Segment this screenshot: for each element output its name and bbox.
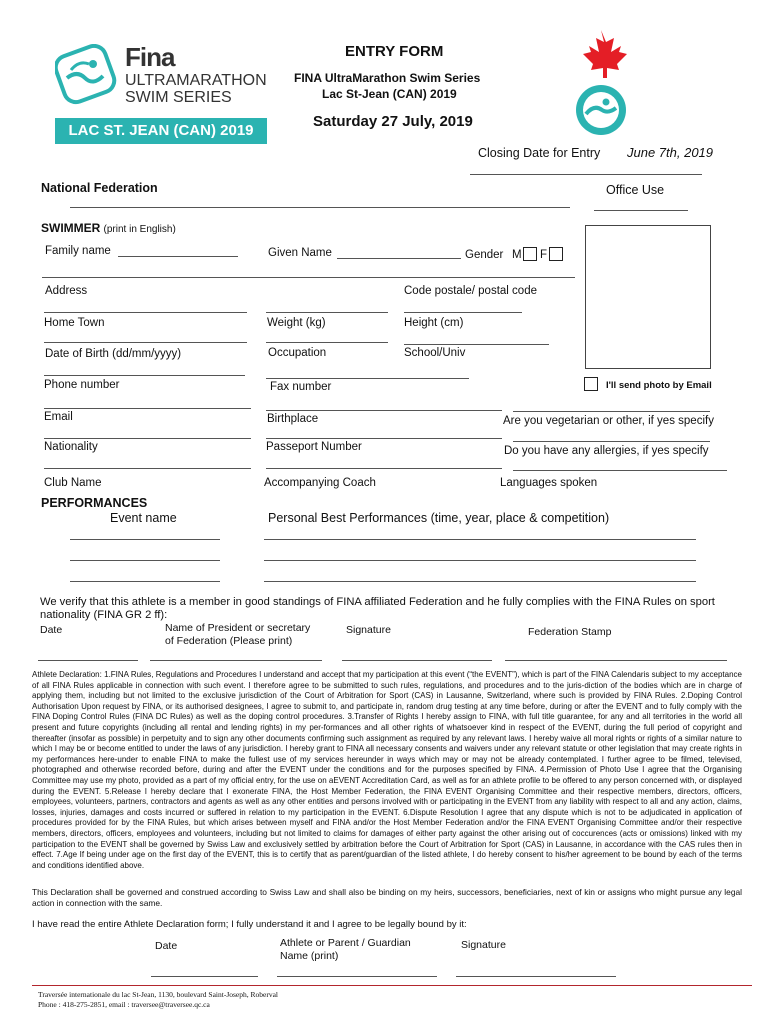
president-label-line-1: Name of President or secretary [165,622,311,634]
national-federation-field[interactable] [70,207,570,208]
home-town-label: Home Town [44,317,105,329]
swiss-law-declaration: This Declaration shall be governed and construed according to Swiss Law and shall also be binding on my heirs, successors, beneficiaries, next of kin or assigns who might pursue any legal action in connection with the same. [32,887,742,908]
declaration-date-field[interactable] [151,976,258,977]
form-title: ENTRY FORM [345,43,444,60]
swimmer-heading-note: (print in English) [103,224,176,235]
guardian-label-line-1: Athlete or Parent / Guardian [280,937,411,949]
closing-date-rule [470,174,702,175]
address-label: Address [45,285,88,297]
event-banner [55,118,267,144]
vegetarian-rule [513,411,710,412]
email-label: Email [44,411,73,423]
photo-box[interactable] [585,225,711,369]
passport-field[interactable] [266,468,502,469]
event-banner-text: LAC ST. JEAN (CAN) 2019 [68,122,254,139]
president-label [165,622,310,648]
allergies-field[interactable] [513,470,727,471]
event-field-1[interactable] [70,539,220,540]
closing-date-value: June 7th, 2019 [627,145,714,160]
family-name-label: Family name [45,245,111,257]
occupation-label: Occupation [268,347,327,359]
address-field[interactable] [44,312,247,313]
verify-signature-field[interactable] [342,660,492,661]
office-use-field[interactable] [594,210,688,211]
federation-stamp-label: Federation Stamp [528,626,612,638]
dob-field[interactable] [44,375,245,376]
club-label: Club Name [44,477,102,489]
president-field[interactable] [150,660,322,661]
address-field-2[interactable] [266,312,388,313]
fax-field[interactable] [266,410,502,411]
gender-f-checkbox[interactable] [549,247,563,261]
personal-best-label: Personal Best Performances (time, year, place & competition) [268,511,610,525]
event-field-3[interactable] [70,581,220,582]
event-date: Saturday 27 July, 2019 [313,113,473,130]
series-line-2: SWIM SERIES [125,89,232,106]
event-name-label: Event name [110,511,177,525]
president-label-line-2: of Federation (Please print) [165,635,293,647]
gender-label: Gender [465,249,504,261]
maple-leaf-swim-icon [566,28,636,138]
photo-email-label: I'll send photo by Email [606,380,712,391]
swimmer-heading-text: SWIMMER [41,221,101,235]
fina-logo [55,44,285,144]
gender-f-label: F [540,249,548,261]
verify-signature-label: Signature [346,624,391,636]
allergies-label: Do you have any allergies, if yes specify [504,445,709,457]
name-row-rule [42,277,575,278]
fina-brand: Fina [125,42,175,72]
performance-field-1[interactable] [264,539,696,540]
performances-heading: PERFORMANCES [41,496,148,510]
given-name-label: Given Name [268,247,332,259]
declaration-date-label: Date [155,940,178,952]
gender-m-checkbox[interactable] [523,247,537,261]
read-agree-statement: I have read the entire Athlete Declaration form; I fully understand it and I agree to be legally bound by it: [32,919,467,930]
declaration-signature-label: Signature [461,939,506,951]
verify-date-field[interactable] [38,660,138,661]
event-field-2[interactable] [70,560,220,561]
federation-stamp-field[interactable] [505,660,727,661]
declaration-signature-field[interactable] [456,976,616,977]
email-field[interactable] [44,438,251,439]
swimmer-logo-icon [55,44,117,106]
guardian-name-field[interactable] [277,976,437,977]
phone-field[interactable] [44,408,251,409]
form-subtitle-1: FINA UltraMarathon Swim Series [294,71,481,85]
footer-contact: Phone : 418-275-2851, email : traversee@traversee.qc.ca [38,1000,210,1009]
phone-label: Phone number [44,379,120,391]
verification-text: We verify that this athlete is a member in good standings of FINA affiliated Federation and he fully complies with the FINA Rules on sport nationality (FINA GR 2 ff): [40,596,715,621]
vegetarian-label: Are you vegetarian or other, if yes specify [503,415,714,427]
weight-label: Weight (kg) [267,317,326,329]
national-federation-label: National Federation [41,181,158,195]
nationality-field[interactable] [44,468,251,469]
given-name-field[interactable] [337,258,461,259]
school-label: School/Univ [404,347,466,359]
birthplace-field[interactable] [266,438,502,439]
height-field[interactable] [404,344,549,345]
postal-code-label: Code postale/ postal code [404,285,537,297]
office-use-label: Office Use [606,183,665,197]
footer-rule [32,985,752,986]
gender-m-label: M [512,249,522,261]
performance-field-3[interactable] [264,581,696,582]
vegetarian-field[interactable] [513,441,710,442]
passport-label: Passeport Number [266,441,362,453]
postal-code-field[interactable] [404,312,522,313]
footer-address: Traversée internationale du lac St-Jean, 1130, boulevard Saint-Joseph, Roberval [38,990,279,999]
form-subtitle-2: Lac St-Jean (CAN) 2019 [322,87,457,101]
home-town-field[interactable] [44,342,247,343]
guardian-label-line-2: Name (print) [280,950,339,962]
athlete-declaration: Athlete Declaration: 1.FINA Rules, Regulations and Procedures I understand and accept that my participation at this event (“the EVENT”), which is part of the FINA Calendaris subject to my acceptance of all FINA Rules applicable in connection with such event. I therefore agree to be submitted to such rules, regulations, and procedures and to the juris-diction of the bodies which are in charge of applying them, including but not limited to the exclusive jurisdiction of the Court of Arbitration for Sport (CAS) in Lausanne, Switzerland, where such is provided by FINA Rules. 2.Doping Control Authorisation Upon request by FINA, or its authorised designees, I agree to submit to, and participate in, random drug testing at any time before, during or after the EVENT and to fully comply with the FINA Doping Control Rules (FINA DC Rules) as well as the doping control procedures. 3.Transfer of Rights I hereby assign to FINA, with full title guarantee, for any and all territories in the world all present and future copyrights (including all rental and lending rights) in my per-formances and all other rights of whatsoever kind in respect of the EVENT, during the full period of copyright and thereafter (insofar as possible) in perpetuity and to sign any other documents confirming such assignment as required by any relevant laws. I hereby waive all moral rights or rights of a similar nature to which I may be or become entitled to under the laws of any jurisdiction. I hereby grant to FINA all necessary consents and waivers under any relevant statute or other legislation that may create rights in my performances here-under to enable FINA to make the fullest use of my services hereunder in ways which may or may not be already contemplated. I further agree to be filmed, televised, photographed and otherwise recorded before, during and after the EVENT under the conditions and for the purposes specified by FINA. 4.Permission of Photo Use I agree that the Organising Committee may use my photo, provided as a part of my official entry, for the use on aEVENT Accreditation Card, as well as for an athlete profile to be offered to any person concerned with, or displayed during the EVENT. 5.Release I hereby declare that I exonerate FINA, the Host Member Federation, the FINA EVENT Organising Committee and their respective members, directors, officers, employees, volunteers, partners, contractors and agents as well as any other entities and persons involved with or participating in the EVENT from any liability with respect to all and any action, claims, losses, injuries, damages and costs incurred or suffered in relation to my participation in the EVENT. 6.Dispute Resolution I agree that any dispute which is not to be adjudicated in application of procedures provided for by the FINA Rules, but which arises between myself and FINA and/or the Host Member Federation and/or the FINA EVENT Organising Committee and/or their respective members, directors, officers, employees and volunteers, including but not limited to claims for damages of either party against the other arising out of coccurences (acts or omissions) linked with my participation to the EVENT shall be governed by Swiss Law and exclusively settled by arbitration before the Court of Arbitration for Sport (CAS) in Lausanne, in accordance with the CAS rules then in effect. 7.Age If being under age on the first day of the EVENT, this is to certify that as parent/guardian of the listed athlete, I do hereby consent to his/her agreement to be bound by each of the terms and conditions identified above. [32,670,742,870]
photo-email-checkbox[interactable] [584,377,598,391]
nationality-label: Nationality [44,441,98,453]
guardian-label [280,937,411,963]
closing-date-label: Closing Date for Entry [478,146,601,160]
languages-label: Languages spoken [500,477,598,489]
performance-field-2[interactable] [264,560,696,561]
coach-label: Accompanying Coach [264,477,376,489]
weight-field[interactable] [266,342,388,343]
series-line-1: ULTRAMARATHON [125,72,267,89]
dob-label: Date of Birth (dd/mm/yyyy) [45,348,182,360]
swimmer-heading [41,221,176,235]
birthplace-label: Birthplace [267,413,319,425]
fax-label: Fax number [270,381,332,393]
verify-date-label: Date [40,624,63,636]
family-name-field[interactable] [118,256,238,257]
height-label: Height (cm) [404,317,464,329]
occupation-field[interactable] [266,378,469,379]
